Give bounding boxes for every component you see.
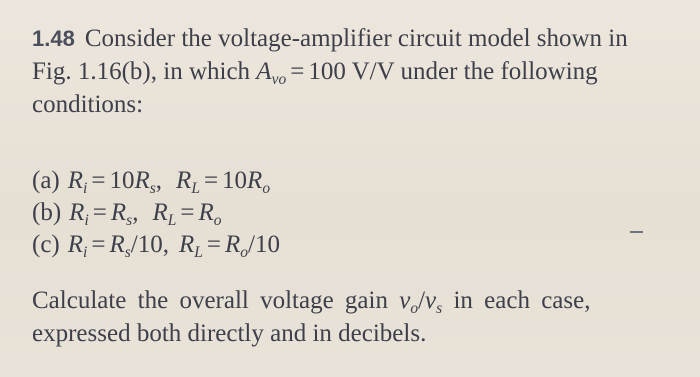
- condition-subscript: s: [149, 179, 156, 197]
- condition-symbol: R: [67, 231, 84, 258]
- condition-subscript: L: [167, 211, 177, 229]
- intro-line-2: [32, 58, 598, 88]
- condition-suffix: /10: [248, 231, 280, 258]
- condition-subscript: i: [83, 179, 88, 197]
- equals-sign: =: [180, 199, 195, 226]
- condition-symbol: R: [225, 231, 241, 258]
- condition-symbol: R: [69, 199, 85, 226]
- gain-value: 100 V/V: [308, 58, 395, 85]
- equals-sign: =: [91, 167, 106, 194]
- condition-symbol: R: [247, 167, 263, 194]
- intro-line-3: [32, 92, 143, 117]
- condition-symbol: R: [109, 231, 125, 258]
- equals-sign: =: [290, 58, 305, 85]
- condition-symbol: R: [67, 167, 84, 194]
- equals-sign: =: [203, 167, 219, 194]
- condition-separator: ,: [155, 167, 163, 194]
- condition-subscript: i: [84, 211, 89, 229]
- condition-a: [32, 167, 271, 197]
- intro-text-3: conditions:: [32, 91, 144, 118]
- condition-suffix: /10,: [130, 231, 169, 258]
- condition-subscript: L: [194, 243, 203, 261]
- condition-subscript: L: [191, 179, 200, 197]
- closing-line: [32, 321, 426, 346]
- output-voltage-symbol: v: [399, 287, 411, 314]
- gain-symbol: A: [256, 58, 272, 85]
- condition-label: (c): [32, 231, 60, 258]
- condition-symbol: R: [110, 199, 127, 226]
- condition-subscript: o: [240, 243, 249, 261]
- output-voltage-subscript: o: [410, 299, 419, 317]
- condition-label: (b): [32, 199, 62, 226]
- condition-b: [32, 199, 222, 229]
- gain-subscript: vo: [271, 70, 287, 88]
- intro-text-2-pre: Fig. 1.16(b), in which: [32, 58, 257, 85]
- source-voltage-subscript: s: [436, 299, 443, 317]
- calculate-line: [32, 287, 591, 317]
- source-voltage-symbol: v: [425, 287, 437, 314]
- intro-text-2-post: under the following: [394, 58, 598, 85]
- condition-subscript: o: [262, 179, 271, 197]
- problem-number: 1.48: [32, 26, 75, 51]
- intro-text-1: Consider the voltage-amplifier circuit model shown in: [84, 25, 628, 52]
- calculate-text-post: in each case,: [442, 287, 591, 314]
- stray-dash-mark: [630, 231, 643, 233]
- condition-symbol: R: [152, 199, 168, 226]
- equals-sign: =: [206, 231, 221, 258]
- closing-text: expressed both directly and in decibels.: [32, 320, 427, 347]
- ratio-slash: /: [418, 287, 426, 314]
- condition-symbol: R: [198, 199, 214, 226]
- condition-separator: ,: [132, 199, 139, 226]
- condition-subscript: i: [83, 243, 88, 261]
- equals-sign: =: [92, 199, 107, 226]
- condition-coefficient: 10: [222, 167, 248, 194]
- condition-subscript: s: [124, 243, 131, 261]
- condition-subscript: s: [126, 211, 133, 229]
- equals-sign: =: [91, 231, 106, 258]
- condition-symbol: R: [178, 231, 195, 258]
- condition-c: [32, 231, 280, 261]
- intro-line-1: [32, 26, 628, 51]
- condition-label: (a): [32, 167, 60, 194]
- condition-coefficient: 10: [109, 167, 135, 194]
- calculate-text-pre: Calculate the overall voltage gain: [32, 287, 400, 314]
- condition-symbol: R: [134, 167, 150, 194]
- condition-symbol: R: [176, 167, 192, 194]
- condition-subscript: o: [213, 211, 222, 229]
